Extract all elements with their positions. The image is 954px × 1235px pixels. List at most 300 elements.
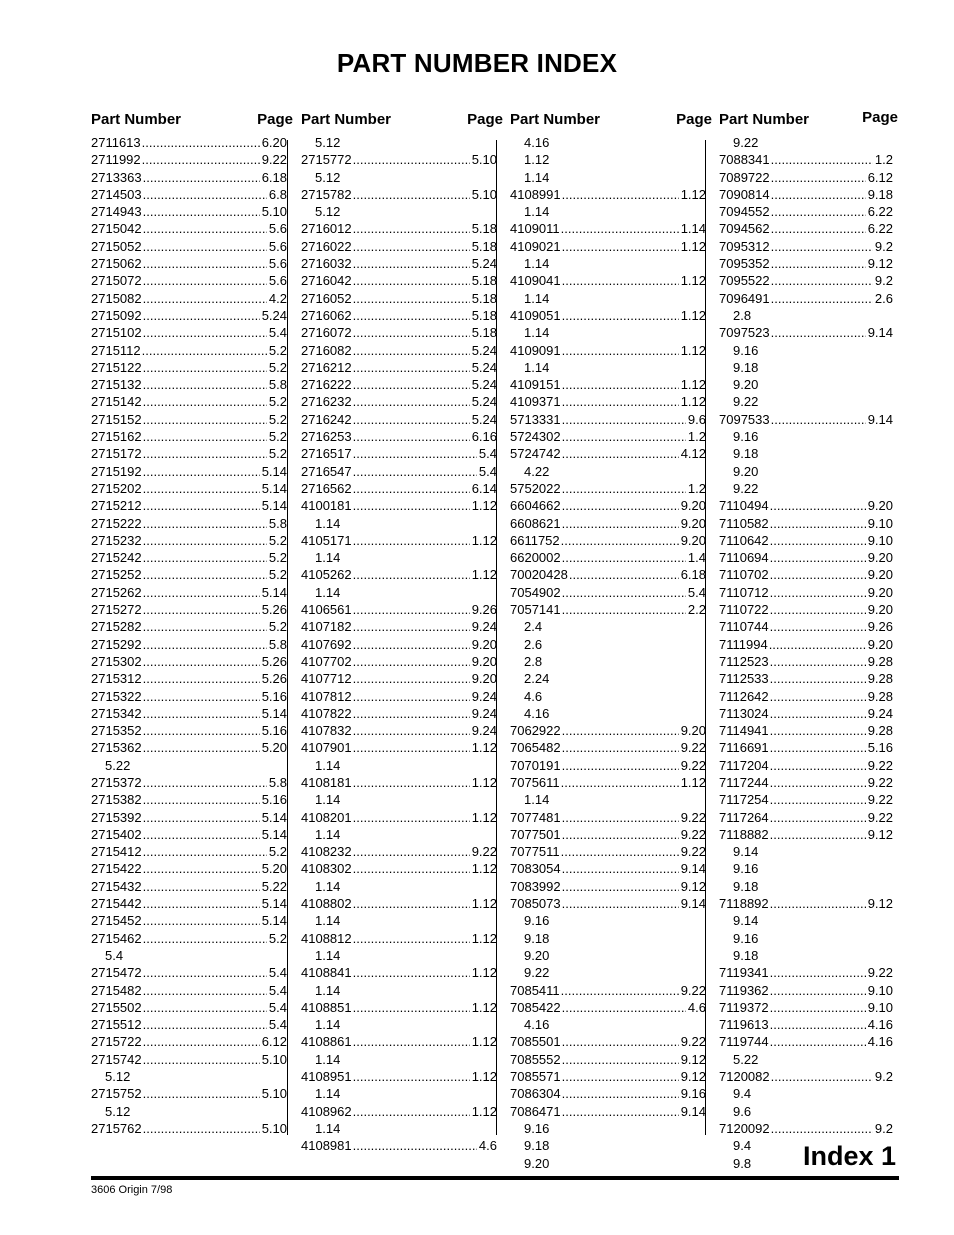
dot-leader [770, 757, 866, 774]
page-ref: 5.24 [471, 411, 497, 427]
dot-leader [353, 238, 470, 255]
page-header: Page [257, 111, 293, 128]
index-row [301, 566, 497, 583]
index-row [91, 860, 287, 877]
index-entry [301, 463, 497, 480]
dot-leader [143, 653, 260, 670]
part-number: 7075611 [510, 774, 560, 790]
index-entry [719, 566, 893, 583]
index-row [91, 497, 287, 514]
page-ref: 5.4 [268, 982, 287, 998]
index-entry [91, 878, 287, 895]
page-ref: 5.24 [471, 377, 497, 393]
dot-leader [143, 895, 260, 912]
part-number: 4109041 [510, 273, 561, 289]
index-row [301, 272, 497, 289]
dot-leader [353, 272, 470, 289]
index-entries [510, 134, 706, 1172]
dot-leader [353, 393, 470, 410]
index-row [719, 151, 893, 168]
page-ref-continued: 9.20 [733, 463, 759, 479]
dot-leader [143, 722, 260, 739]
index-entry [91, 1085, 287, 1120]
page-ref: 5.6 [268, 238, 287, 254]
index-entry [91, 324, 287, 341]
part-number: 4105262 [301, 567, 352, 583]
page-ref-continued: 1.14 [315, 826, 341, 842]
dot-leader [562, 497, 679, 514]
index-row [719, 653, 893, 670]
part-number: 7119613 [719, 1017, 769, 1033]
dot-leader [562, 307, 679, 324]
page-ref: 5.18 [471, 307, 497, 323]
page-ref: 9.10 [867, 532, 893, 548]
part-number: 2715272 [91, 602, 142, 618]
page-title: PART NUMBER INDEX [336, 48, 618, 78]
page-ref: 5.24 [471, 394, 497, 410]
part-number: 7077511 [510, 844, 560, 860]
dot-leader [143, 878, 260, 895]
index-row [91, 670, 287, 687]
page-ref: 9.22 [471, 844, 497, 860]
index-row [91, 1085, 287, 1102]
page-ref: 1.12 [471, 740, 497, 756]
index-row [719, 964, 893, 981]
column-divider [705, 140, 706, 1135]
page-label: Index 1 [802, 1141, 896, 1171]
index-entry [719, 220, 893, 237]
page-header: Page [862, 109, 898, 126]
index-row [91, 739, 287, 756]
dot-leader [562, 515, 679, 532]
page-ref: 9.20 [867, 584, 893, 600]
index-entries [719, 134, 893, 1172]
index-row [510, 757, 706, 774]
index-entry [510, 1051, 706, 1068]
index-row [510, 393, 706, 410]
index-row [510, 722, 706, 739]
index-entry [719, 532, 893, 549]
dot-leader [143, 1033, 260, 1050]
index-entry [510, 826, 706, 843]
page-ref-continued: 5.12 [315, 135, 341, 150]
index-entry [91, 203, 287, 220]
dot-leader [353, 895, 470, 912]
index-row [91, 238, 287, 255]
part-number: 2716032 [301, 256, 352, 272]
page-ref: 5.2 [268, 567, 287, 583]
part-number: 4108812 [301, 930, 352, 946]
dot-leader [143, 307, 260, 324]
page-ref: 5.24 [261, 307, 287, 323]
dot-leader [353, 186, 470, 203]
index-row [510, 999, 706, 1016]
page-ref-continued: 5.22 [733, 1051, 759, 1067]
page-ref: 5.24 [471, 342, 497, 358]
part-number: 4108962 [301, 1103, 352, 1119]
index-row [91, 1033, 287, 1050]
index-row [91, 636, 287, 653]
page-ref-continued: 1.14 [315, 1120, 341, 1136]
index-row [91, 220, 287, 237]
index-row [91, 428, 287, 445]
page-ref: 9.6 [687, 411, 706, 427]
part-number: 2711992 [91, 152, 141, 168]
page-ref: 1.12 [680, 394, 706, 410]
dot-leader [562, 601, 686, 618]
index-entry [301, 307, 497, 324]
index-row [301, 186, 497, 203]
index-entry [301, 290, 497, 307]
part-number: 2715112 [91, 342, 141, 358]
part-number: 2715232 [91, 532, 142, 548]
page-ref: 9.20 [680, 723, 706, 739]
index-entry [91, 1033, 287, 1050]
dot-leader [143, 1051, 260, 1068]
index-entry [91, 843, 287, 860]
dot-leader [143, 670, 260, 687]
index-row [301, 739, 497, 756]
page-ref: 1.12 [680, 186, 706, 202]
index-row [719, 982, 893, 999]
part-number: 4107702 [301, 653, 352, 669]
dot-leader [771, 255, 866, 272]
part-number: 6620002 [510, 550, 561, 566]
dot-leader [562, 860, 679, 877]
page-ref: 5.24 [471, 359, 497, 375]
index-entry [301, 428, 497, 445]
dot-leader [771, 203, 866, 220]
part-number: 4109011 [510, 221, 560, 237]
page-ref: 9.22 [261, 152, 287, 168]
part-number: 7086304 [510, 1086, 561, 1102]
part-number: 7110582 [719, 515, 769, 531]
page-ref: 4.12 [680, 446, 706, 462]
page-ref: 9.12 [867, 256, 893, 272]
index-entry [91, 618, 287, 635]
index-entry [510, 584, 706, 601]
index-entry [301, 411, 497, 428]
dot-leader [353, 151, 470, 168]
page-ref-continued: 5.12 [105, 1103, 131, 1119]
page-ref: 6.18 [680, 567, 706, 583]
index-row [510, 445, 706, 462]
part-number: 7077501 [510, 826, 561, 842]
page-ref: 9.10 [867, 999, 893, 1015]
index-row [301, 705, 497, 722]
part-number: 2715422 [91, 861, 142, 877]
page-ref: 5.10 [471, 152, 497, 168]
dot-leader [561, 532, 679, 549]
page-ref: 5.26 [261, 671, 287, 687]
page-ref: 6.14 [471, 480, 497, 496]
part-number: 2716062 [301, 307, 352, 323]
page-ref: 2.2 [687, 602, 706, 618]
dot-leader [770, 1016, 866, 1033]
dot-leader [770, 670, 866, 687]
dot-leader [143, 688, 260, 705]
page-ref-continued: 9.16 [733, 930, 759, 946]
dot-leader [143, 290, 267, 307]
index-entry [510, 238, 706, 273]
index-entry [719, 809, 893, 826]
index-entry [719, 826, 893, 895]
page-ref: 9.22 [867, 774, 893, 790]
page-ref-continued: 1.14 [315, 550, 341, 566]
part-number: 2715322 [91, 688, 142, 704]
index-entry [91, 791, 287, 808]
index-row [301, 1137, 497, 1154]
index-row [510, 307, 706, 324]
index-entry [301, 722, 497, 739]
part-number: 2715132 [91, 377, 142, 393]
index-row [91, 445, 287, 462]
page-ref: 9.22 [680, 809, 706, 825]
index-entry [91, 255, 287, 272]
index-row [510, 1033, 706, 1050]
dot-leader [770, 549, 866, 566]
part-number: 4108851 [301, 999, 352, 1015]
index-row [719, 1016, 893, 1033]
index-row [510, 826, 706, 843]
index-row [301, 532, 497, 549]
page-ref-continued: 9.16 [524, 913, 550, 929]
dot-leader [353, 411, 470, 428]
index-entry [719, 169, 893, 186]
dot-leader [143, 515, 267, 532]
index-entry [510, 445, 706, 480]
part-number: 4108802 [301, 896, 352, 912]
dot-leader [562, 411, 686, 428]
page-ref: 4.16 [867, 1017, 893, 1033]
part-number: 7089722 [719, 169, 770, 185]
part-number: 7110744 [719, 619, 769, 635]
page-ref-continued: 1.14 [524, 169, 550, 185]
index-entry [91, 912, 287, 929]
dot-leader [562, 895, 679, 912]
index-row [91, 376, 287, 393]
index-row [91, 1051, 287, 1068]
page-ref: 1.2 [687, 480, 706, 496]
page-ref: 5.14 [261, 809, 287, 825]
index-row [91, 393, 287, 410]
part-number: 2715442 [91, 896, 142, 912]
index-row [301, 220, 497, 237]
dot-leader [771, 272, 873, 289]
dot-leader [143, 566, 267, 583]
page-ref: 9.14 [680, 861, 706, 877]
page-ref-continued: 5.12 [105, 1069, 131, 1085]
page-ref: 9.24 [471, 688, 497, 704]
part-number: 4107822 [301, 705, 352, 721]
index-row [91, 134, 287, 151]
dot-leader [353, 307, 470, 324]
index-row [301, 342, 497, 359]
index-entry [91, 999, 287, 1016]
part-number: 2715192 [91, 463, 142, 479]
column-header [301, 110, 503, 134]
dot-leader [143, 774, 267, 791]
index-row [91, 1120, 287, 1137]
dot-leader [569, 566, 679, 583]
page-ref: 5.2 [268, 342, 287, 358]
index-row [719, 809, 893, 826]
dot-leader [143, 601, 260, 618]
dot-leader [143, 532, 267, 549]
index-row [719, 549, 893, 566]
page-ref-continued: 1.14 [315, 515, 341, 531]
page-ref-continued: 9.18 [733, 878, 759, 894]
part-number-header: Part Number [510, 111, 601, 128]
index-entry [91, 688, 287, 705]
index-entry [91, 359, 287, 376]
index-entry [301, 324, 497, 341]
page-ref: 1.12 [471, 774, 497, 790]
dot-leader [353, 324, 470, 341]
index-entry [719, 757, 893, 774]
page-ref: 6.22 [867, 221, 893, 237]
page-ref: 9.16 [680, 1086, 706, 1102]
index-row [301, 1103, 497, 1120]
page-ref: 5.10 [471, 186, 497, 202]
index-row [301, 636, 497, 653]
part-number: 2715362 [91, 740, 142, 756]
index-entry [719, 515, 893, 532]
index-entry [91, 1051, 287, 1086]
index-entry [719, 203, 893, 220]
page-ref: 5.10 [261, 1120, 287, 1136]
dot-leader [143, 376, 267, 393]
part-number: 2716082 [301, 342, 352, 358]
index-entry [719, 134, 893, 151]
index-row [91, 359, 287, 376]
index-entry [719, 670, 893, 687]
part-number: 2715152 [91, 411, 142, 427]
index-row [510, 186, 706, 203]
dot-leader [562, 238, 679, 255]
part-number: 6604662 [510, 498, 561, 514]
part-number: 7096491 [719, 290, 770, 306]
index-entry [510, 1068, 706, 1085]
page-ref: 9.12 [867, 826, 893, 842]
page-ref: 9.20 [867, 498, 893, 514]
index-entry [510, 307, 706, 342]
index-row [91, 584, 287, 601]
index-entry [301, 238, 497, 255]
index-row [719, 774, 893, 791]
index-entry [510, 739, 706, 756]
index-entry [91, 342, 287, 359]
index-entry [301, 653, 497, 670]
page-header: Page [676, 111, 712, 128]
page-ref: 5.4 [478, 446, 497, 462]
index-row [301, 393, 497, 410]
part-number: 2715092 [91, 307, 142, 323]
part-number: 2715062 [91, 256, 142, 272]
part-number: 7119372 [719, 999, 769, 1015]
dot-leader [143, 445, 267, 462]
part-number: 2715262 [91, 584, 142, 600]
dot-leader [353, 480, 470, 497]
index-entry [91, 480, 287, 497]
page-ref: 9.20 [867, 602, 893, 618]
page-ref-continued: 2.24 [524, 671, 550, 687]
page-ref: 1.12 [471, 1103, 497, 1119]
index-row [91, 186, 287, 203]
part-number: 2716212 [301, 359, 352, 375]
column-divider [496, 140, 497, 1135]
part-number: 2715472 [91, 965, 142, 981]
index-entry [91, 774, 287, 791]
page-ref: 5.14 [261, 480, 287, 496]
index-row [301, 722, 497, 739]
index-row [510, 584, 706, 601]
index-entry [719, 584, 893, 601]
dot-leader [770, 515, 866, 532]
part-number: 7085552 [510, 1051, 561, 1067]
page-ref: 9.28 [867, 653, 893, 669]
index-entry [301, 393, 497, 410]
part-number: 4106561 [301, 602, 352, 618]
index-column-4 [719, 109, 898, 1172]
index-row [510, 566, 706, 583]
index-row [301, 376, 497, 393]
part-number: 2715252 [91, 567, 142, 583]
dot-leader [143, 549, 267, 566]
page-ref: 5.14 [261, 498, 287, 514]
dot-leader [562, 428, 686, 445]
dot-leader [562, 272, 679, 289]
part-number: 7110702 [719, 567, 769, 583]
index-row [510, 238, 706, 255]
index-entry [301, 636, 497, 653]
index-entry [719, 186, 893, 203]
dot-leader [769, 636, 866, 653]
page-ref: 5.18 [471, 325, 497, 341]
index-row [301, 618, 497, 635]
index-entry [719, 238, 893, 255]
part-number: 2716253 [301, 429, 352, 445]
index-entries [301, 134, 497, 1155]
dot-leader [353, 445, 477, 462]
part-number: 2715402 [91, 826, 142, 842]
part-number: 7095352 [719, 256, 770, 272]
dot-leader [770, 791, 866, 808]
page-ref: 5.2 [268, 619, 287, 635]
page-ref-continued: 9.18 [524, 1138, 550, 1154]
page-ref: 9.2 [874, 1120, 893, 1136]
index-row [719, 324, 893, 341]
column-header [91, 110, 293, 134]
page-ref: 9.10 [867, 982, 893, 998]
index-entry [91, 272, 287, 289]
dot-leader [770, 964, 866, 981]
page-ref: 5.2 [268, 930, 287, 946]
page-ref-continued: 1.14 [315, 584, 341, 600]
part-number: 2715432 [91, 878, 142, 894]
part-number: 7119744 [719, 1034, 769, 1050]
page-ref-continued: 1.14 [315, 1017, 341, 1033]
index-entry [510, 566, 706, 583]
part-number: 4108841 [301, 965, 352, 981]
page-ref: 5.10 [261, 1086, 287, 1102]
index-row [510, 895, 706, 912]
part-number: 7094552 [719, 204, 770, 220]
page-ref: 9.20 [680, 532, 706, 548]
index-row [91, 566, 287, 583]
page-ref: 5.22 [261, 878, 287, 894]
index-entry [91, 220, 287, 237]
